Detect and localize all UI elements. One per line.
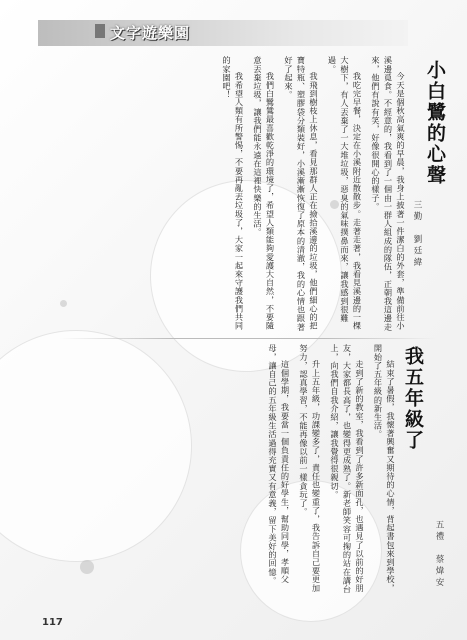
header-band <box>38 20 408 46</box>
section-title: 文字遊樂園 <box>110 24 191 42</box>
paragraph: 我們白鷺鷥最喜歡乾淨的環境了，希望人類能夠愛護大自然，不要隨意丟棄垃圾，讓我們能永遠在這裡快樂的生活。 <box>253 56 276 331</box>
paragraph: 今天是個秋高氣爽的早晨，我身上披著一件潔白的外套，準備前往小溪邊覓食。不經意的，我看到了一個由一群人組成的隊伍，正朝我這邊走來，他們有說有笑，好像很開心的樣子。 <box>371 56 406 332</box>
paragraph: 這個學期，我要當一個負責任的好學生，幫助同學，孝順父母，讓自己的五年級生活過得充實又有意義，留下美好的回憶。 <box>268 344 291 585</box>
article-author: 五禮 蔡煒安 <box>434 520 444 589</box>
paragraph: 我飛到樹枝上休息，看見那群人正在撿拾溪邊的垃圾，他們細心的把寶特瓶、塑膠袋分類裝好，小溪漸漸恢復了原本的清澈，我的心情也跟著好了起來。 <box>284 56 319 332</box>
decor-dot <box>60 300 67 307</box>
article-title: 小白鷺的心聲 <box>424 60 446 186</box>
article-body <box>139 56 407 336</box>
header-mark-icon <box>95 24 105 38</box>
paragraph: 我吃完早餐，決定在小溪附近散散步。走著走著，我看見溪邊的一棵大樹下，有人丟棄了一大堆垃圾，惡臭的氣味撲鼻而來，讓我感到很難過。 <box>327 56 363 331</box>
article-divider <box>60 338 437 339</box>
paragraph: 結束了暑假，我懷著興奮又期待的心情，背起書包來到學校，開始了五年級的新生活。 <box>373 344 396 593</box>
article-body <box>112 344 397 594</box>
paragraph: 我希望人類有所警惕，不要再亂丟垃圾了，大家一起來守護我們共同的家園吧！ <box>222 56 245 331</box>
page-number: 117 <box>42 617 63 628</box>
article-title: 我五年級了 <box>402 346 424 451</box>
article-author: 三勤 劉廷緯 <box>412 200 422 269</box>
paragraph: 升上五年級，功課變多了，責任也變重了，我告訴自己要更加努力，認真學習，不能再像以前一樣貪玩了。 <box>299 344 322 593</box>
decor-dot <box>80 560 94 574</box>
paragraph: 走到了新的教室，我看到了許多新面孔，也遇見了以前的好朋友，大家都長高了，也變得更成熟了。新老師笑容可掬的站在講台上，向我們自我介紹，讓我覺得很親切。 <box>330 344 365 594</box>
